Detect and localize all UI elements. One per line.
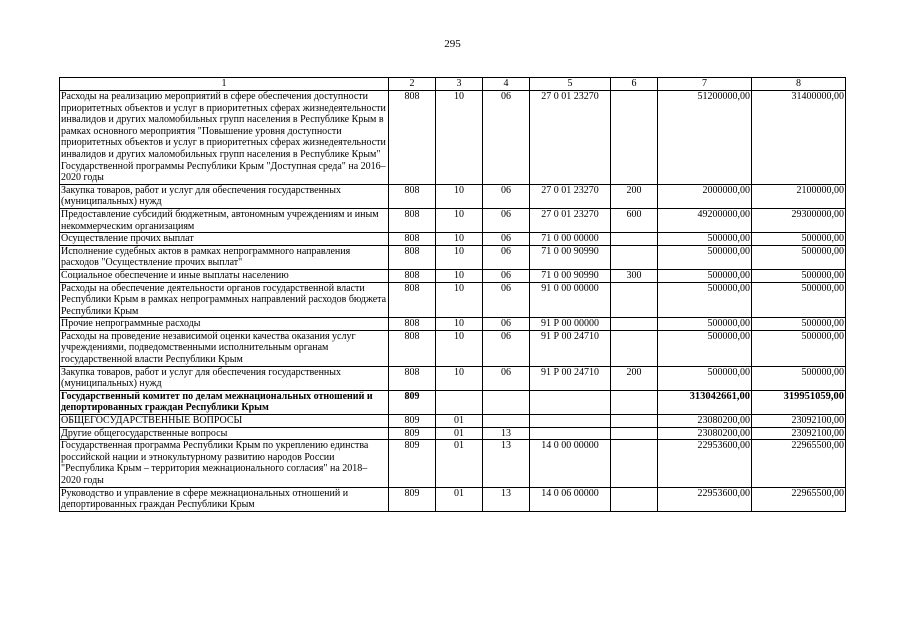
table-row bbox=[60, 91, 846, 185]
row-section-cell: 10 bbox=[436, 330, 483, 366]
row-amount-year2-cell: 31400000,00 bbox=[752, 91, 846, 185]
table-row bbox=[60, 318, 846, 331]
header-cell: 7 bbox=[658, 78, 752, 91]
row-admin-code-cell: 809 bbox=[389, 415, 436, 428]
table-row bbox=[60, 366, 846, 390]
row-subsection-cell bbox=[483, 415, 530, 428]
table-row bbox=[60, 184, 846, 208]
row-subsection-cell: 06 bbox=[483, 269, 530, 282]
row-section-cell bbox=[436, 390, 483, 414]
row-subsection-cell: 06 bbox=[483, 91, 530, 185]
row-target-article-cell: 91 0 00 00000 bbox=[530, 282, 611, 318]
header-cell: 2 bbox=[389, 78, 436, 91]
row-target-article-cell: 27 0 01 23270 bbox=[530, 91, 611, 185]
table-row bbox=[60, 282, 846, 318]
row-amount-year1-cell: 500000,00 bbox=[658, 233, 752, 246]
header-cell: 8 bbox=[752, 78, 846, 91]
row-amount-year1-cell: 500000,00 bbox=[658, 269, 752, 282]
row-target-article-cell: 27 0 01 23270 bbox=[530, 184, 611, 208]
row-name-cell: Исполнение судебных актов в рамках непрограммного направления расходов "Осуществление прочих выплат" bbox=[60, 245, 389, 269]
row-amount-year2-cell: 500000,00 bbox=[752, 282, 846, 318]
row-subsection-cell: 06 bbox=[483, 366, 530, 390]
row-amount-year1-cell: 500000,00 bbox=[658, 282, 752, 318]
row-amount-year2-cell: 500000,00 bbox=[752, 366, 846, 390]
row-expense-type-cell: 600 bbox=[611, 208, 658, 232]
row-amount-year1-cell: 49200000,00 bbox=[658, 208, 752, 232]
row-subsection-cell: 06 bbox=[483, 282, 530, 318]
row-name-cell: Расходы на обеспечение деятельности органов государственной власти Республики Крым в рамках непрограммных направлений расходов бюджета Республики Крым bbox=[60, 282, 389, 318]
header-cell: 6 bbox=[611, 78, 658, 91]
table-row bbox=[60, 415, 846, 428]
table-row bbox=[60, 269, 846, 282]
row-amount-year2-cell: 29300000,00 bbox=[752, 208, 846, 232]
header-cell: 5 bbox=[530, 78, 611, 91]
table-row bbox=[60, 330, 846, 366]
row-target-article-cell bbox=[530, 415, 611, 428]
row-amount-year1-cell: 500000,00 bbox=[658, 366, 752, 390]
row-section-cell: 10 bbox=[436, 269, 483, 282]
row-admin-code-cell: 808 bbox=[389, 91, 436, 185]
row-subsection-cell: 06 bbox=[483, 330, 530, 366]
row-amount-year2-cell: 500000,00 bbox=[752, 330, 846, 366]
row-section-cell: 01 bbox=[436, 440, 483, 487]
row-amount-year1-cell: 51200000,00 bbox=[658, 91, 752, 185]
row-target-article-cell: 14 0 06 00000 bbox=[530, 487, 611, 511]
row-section-cell: 01 bbox=[436, 415, 483, 428]
row-name-cell: Предоставление субсидий бюджетным, автономным учреждениям и иным некоммерческим организациям bbox=[60, 208, 389, 232]
budget-table bbox=[59, 77, 846, 512]
row-target-article-cell: 91 Р 00 00000 bbox=[530, 318, 611, 331]
row-section-cell: 10 bbox=[436, 233, 483, 246]
row-amount-year1-cell: 23080200,00 bbox=[658, 427, 752, 440]
row-name-cell: Государственный комитет по делам межнациональных отношений и депортированных граждан Республики Крым bbox=[60, 390, 389, 414]
header-cell: 4 bbox=[483, 78, 530, 91]
row-expense-type-cell bbox=[611, 245, 658, 269]
table-row bbox=[60, 487, 846, 511]
header-cell: 3 bbox=[436, 78, 483, 91]
row-section-cell: 10 bbox=[436, 282, 483, 318]
row-section-cell: 10 bbox=[436, 184, 483, 208]
row-section-cell: 10 bbox=[436, 91, 483, 185]
table-row bbox=[60, 440, 846, 487]
row-target-article-cell bbox=[530, 427, 611, 440]
row-amount-year1-cell: 500000,00 bbox=[658, 245, 752, 269]
row-admin-code-cell: 808 bbox=[389, 282, 436, 318]
row-expense-type-cell bbox=[611, 318, 658, 331]
row-amount-year2-cell: 500000,00 bbox=[752, 233, 846, 246]
row-amount-year2-cell: 23092100,00 bbox=[752, 415, 846, 428]
row-expense-type-cell bbox=[611, 440, 658, 487]
page-number: 295 bbox=[444, 38, 461, 50]
row-name-cell: Закупка товаров, работ и услуг для обеспечения государственных (муниципальных) нужд bbox=[60, 184, 389, 208]
row-admin-code-cell: 809 bbox=[389, 390, 436, 414]
row-admin-code-cell: 808 bbox=[389, 330, 436, 366]
table-row bbox=[60, 208, 846, 232]
row-target-article-cell bbox=[530, 390, 611, 414]
table-row bbox=[60, 390, 846, 414]
row-admin-code-cell: 808 bbox=[389, 366, 436, 390]
row-subsection-cell: 13 bbox=[483, 427, 530, 440]
row-amount-year2-cell: 22965500,00 bbox=[752, 487, 846, 511]
row-section-cell: 01 bbox=[436, 487, 483, 511]
row-amount-year2-cell: 500000,00 bbox=[752, 318, 846, 331]
row-amount-year1-cell: 23080200,00 bbox=[658, 415, 752, 428]
row-name-cell: Социальное обеспечение и иные выплаты населению bbox=[60, 269, 389, 282]
row-subsection-cell: 06 bbox=[483, 184, 530, 208]
row-section-cell: 10 bbox=[436, 366, 483, 390]
row-target-article-cell: 14 0 00 00000 bbox=[530, 440, 611, 487]
row-admin-code-cell: 808 bbox=[389, 208, 436, 232]
row-subsection-cell: 06 bbox=[483, 208, 530, 232]
row-target-article-cell: 91 Р 00 24710 bbox=[530, 330, 611, 366]
row-amount-year1-cell: 500000,00 bbox=[658, 330, 752, 366]
row-amount-year2-cell: 319951059,00 bbox=[752, 390, 846, 414]
row-admin-code-cell: 808 bbox=[389, 245, 436, 269]
row-target-article-cell: 27 0 01 23270 bbox=[530, 208, 611, 232]
table-row bbox=[60, 245, 846, 269]
row-amount-year1-cell: 500000,00 bbox=[658, 318, 752, 331]
table-row bbox=[60, 427, 846, 440]
header-cell: 1 bbox=[60, 78, 389, 91]
row-expense-type-cell bbox=[611, 330, 658, 366]
row-admin-code-cell: 809 bbox=[389, 440, 436, 487]
row-name-cell: Расходы на проведение независимой оценки качества оказания услуг учреждениями, подведомственными исполнительным органам государственной власти Республики Крым bbox=[60, 330, 389, 366]
row-name-cell: Другие общегосударственные вопросы bbox=[60, 427, 389, 440]
row-amount-year1-cell: 22953600,00 bbox=[658, 487, 752, 511]
row-admin-code-cell: 808 bbox=[389, 184, 436, 208]
row-expense-type-cell bbox=[611, 282, 658, 318]
row-target-article-cell: 91 Р 00 24710 bbox=[530, 366, 611, 390]
row-expense-type-cell bbox=[611, 415, 658, 428]
row-target-article-cell: 71 0 00 90990 bbox=[530, 269, 611, 282]
row-amount-year2-cell: 500000,00 bbox=[752, 245, 846, 269]
row-admin-code-cell: 809 bbox=[389, 427, 436, 440]
row-subsection-cell: 06 bbox=[483, 233, 530, 246]
row-target-article-cell: 71 0 00 90990 bbox=[530, 245, 611, 269]
row-expense-type-cell bbox=[611, 233, 658, 246]
row-name-cell: Осуществление прочих выплат bbox=[60, 233, 389, 246]
row-expense-type-cell: 200 bbox=[611, 366, 658, 390]
row-amount-year1-cell: 2000000,00 bbox=[658, 184, 752, 208]
row-subsection-cell: 13 bbox=[483, 440, 530, 487]
row-name-cell: ОБЩЕГОСУДАРСТВЕННЫЕ ВОПРОСЫ bbox=[60, 415, 389, 428]
row-amount-year2-cell: 2100000,00 bbox=[752, 184, 846, 208]
row-subsection-cell: 13 bbox=[483, 487, 530, 511]
row-expense-type-cell bbox=[611, 390, 658, 414]
row-name-cell: Закупка товаров, работ и услуг для обеспечения государственных (муниципальных) нужд bbox=[60, 366, 389, 390]
row-admin-code-cell: 808 bbox=[389, 269, 436, 282]
row-amount-year2-cell: 22965500,00 bbox=[752, 440, 846, 487]
row-expense-type-cell bbox=[611, 427, 658, 440]
row-section-cell: 01 bbox=[436, 427, 483, 440]
row-name-cell: Прочие непрограммные расходы bbox=[60, 318, 389, 331]
row-name-cell: Государственная программа Республики Крым по укреплению единства российской нации и этнокультурному развитию народов России "Республика Крым – территория межнационального согласия" на 2018–2020 годы bbox=[60, 440, 389, 487]
header-row bbox=[60, 78, 846, 91]
row-target-article-cell: 71 0 00 00000 bbox=[530, 233, 611, 246]
row-expense-type-cell: 300 bbox=[611, 269, 658, 282]
row-name-cell: Расходы на реализацию мероприятий в сфере обеспечения доступности приоритетных объектов и услуг в приоритетных сферах жизнедеятельности инвалидов и других маломобильных групп населения в Республике Крым в рамках основного мероприятия "Повышение уровня доступности приоритетных объектов и услуг в приоритетных сферах жизнедеятельности инвалидов и других маломобильных групп населения в Республике Крым" Государственной программы Республики Крым "Доступная среда" на 2016–2020 годы bbox=[60, 91, 389, 185]
row-admin-code-cell: 809 bbox=[389, 487, 436, 511]
row-amount-year2-cell: 23092100,00 bbox=[752, 427, 846, 440]
row-name-cell: Руководство и управление в сфере межнациональных отношений и депортированных граждан Республики Крым bbox=[60, 487, 389, 511]
row-subsection-cell bbox=[483, 390, 530, 414]
row-admin-code-cell: 808 bbox=[389, 318, 436, 331]
row-admin-code-cell: 808 bbox=[389, 233, 436, 246]
table-row bbox=[60, 233, 846, 246]
row-expense-type-cell bbox=[611, 487, 658, 511]
row-amount-year2-cell: 500000,00 bbox=[752, 269, 846, 282]
row-subsection-cell: 06 bbox=[483, 318, 530, 331]
row-section-cell: 10 bbox=[436, 208, 483, 232]
row-expense-type-cell bbox=[611, 91, 658, 185]
row-expense-type-cell: 200 bbox=[611, 184, 658, 208]
row-amount-year1-cell: 313042661,00 bbox=[658, 390, 752, 414]
row-subsection-cell: 06 bbox=[483, 245, 530, 269]
row-amount-year1-cell: 22953600,00 bbox=[658, 440, 752, 487]
row-section-cell: 10 bbox=[436, 245, 483, 269]
row-section-cell: 10 bbox=[436, 318, 483, 331]
